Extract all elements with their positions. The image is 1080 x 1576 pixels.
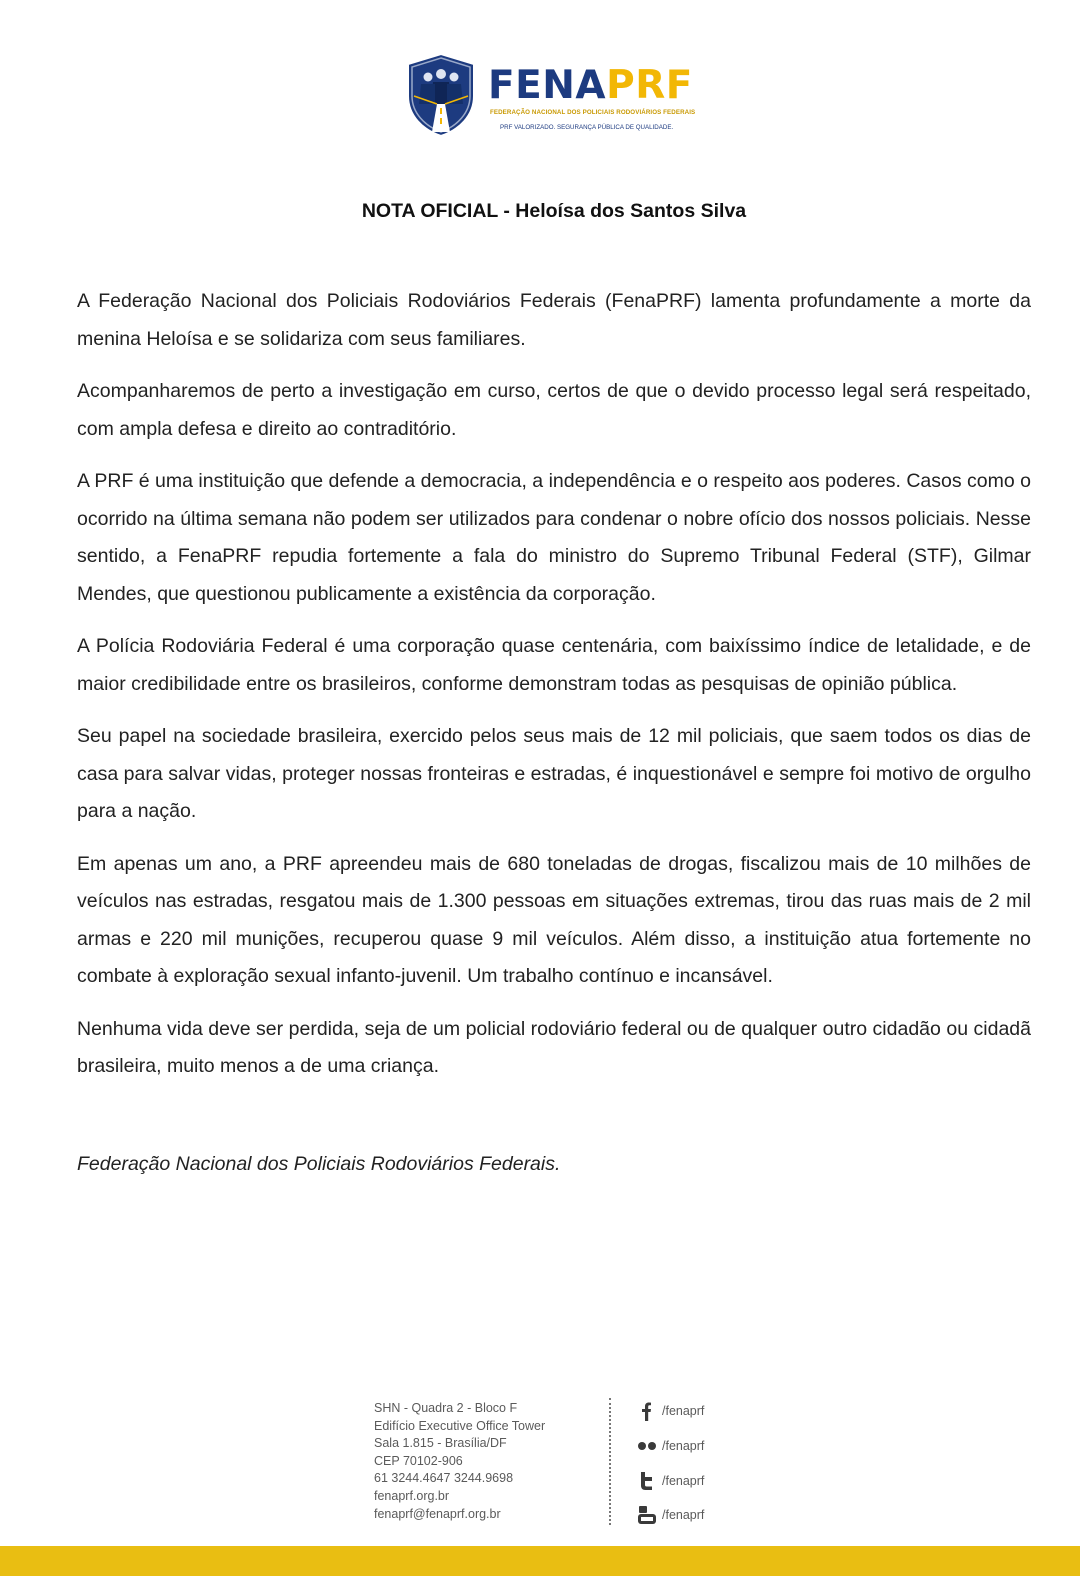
brand-name bbox=[488, 63, 693, 108]
social-label: /fenaprf bbox=[662, 1474, 705, 1488]
flickr-icon bbox=[636, 1435, 658, 1457]
brand-name-part1: FENA bbox=[488, 63, 607, 108]
paragraph: A Polícia Rodoviária Federal é uma corporação quase centenária, com baixíssimo índice de letalidade, e de maior credibilidade entre os brasileiros, conforme demonstram todas as pesquisas de opinião pública. bbox=[77, 635, 1031, 695]
twitter-icon bbox=[636, 1470, 658, 1492]
facebook-icon bbox=[636, 1400, 658, 1422]
social-twitter[interactable] bbox=[636, 1470, 756, 1492]
phone-numbers: 61 3244.4647 3244.9698 bbox=[374, 1471, 514, 1486]
paragraph: A Federação Nacional dos Policiais Rodoviários Federais (FenaPRF) lamenta profundamente a morte da menina Heloísa e se solidariza com seus familiares. bbox=[77, 290, 1031, 350]
signature: Federação Nacional dos Policiais Rodoviários Federais. bbox=[77, 1153, 561, 1175]
footer-divider bbox=[609, 1398, 611, 1525]
brand-slogan: PRF VALORIZADO. SEGURANÇA PÚBLICA DE QUALIDADE. bbox=[500, 124, 674, 131]
document-title: NOTA OFICIAL - Heloísa dos Santos Silva bbox=[361, 200, 747, 222]
footer-address bbox=[374, 1400, 545, 1523]
address-line: Sala 1.815 - Brasília/DF bbox=[374, 1436, 507, 1451]
social-flickr[interactable] bbox=[636, 1435, 756, 1457]
social-youtube[interactable] bbox=[636, 1504, 756, 1526]
shield-emblem-icon bbox=[404, 52, 478, 138]
paragraph: Em apenas um ano, a PRF apreendeu mais de 680 toneladas de drogas, fiscalizou mais de 10 milhões de veículos nas estradas, resgatou mais de 1.300 pessoas em situações extremas, tirou das ruas mais de 2 mil armas e 220 mil munições, recuperou quase 9 mil veículos. Além disso, a instituição atua fortemente no combate à exploração sexual infanto-juvenil. Um trabalho contínuo e incansável. bbox=[77, 852, 1031, 987]
address-line: SHN - Quadra 2 - Bloco F bbox=[374, 1401, 518, 1415]
brand-name-part2: PRF bbox=[606, 63, 693, 108]
social-facebook[interactable] bbox=[636, 1400, 756, 1422]
paragraph: Acompanharemos de perto a investigação em curso, certos de que o devido processo legal será respeitado, com ampla defesa e direito ao contraditório. bbox=[77, 380, 1031, 440]
brand-subtitle: FEDERAÇÃO NACIONAL DOS POLICIAIS RODOVIÁRIOS FEDERAIS bbox=[490, 109, 696, 116]
paragraph: Seu papel na sociedade brasileira, exercido pelos seus mais de 12 mil policiais, que saem todos os dias de casa para salvar vidas, proteger nossas fronteiras e estradas, é inquestionável e sempre foi motivo de orgulho para a nação. bbox=[77, 725, 1031, 822]
paragraph: A PRF é uma instituição que defende a democracia, a independência e o respeito aos poderes. Casos como o ocorrido na última semana não podem ser utilizados para condenar o nobre ofício dos nossos policiais. Nesse sentido, a FenaPRF repudia fortemente a fala do ministro do Supremo Tribunal Federal (STF), Gilmar Mendes, que questionou publicamente a existência da corporação. bbox=[77, 470, 1031, 605]
email-link[interactable]: fenaprf@fenaprf.org.br bbox=[374, 1506, 501, 1521]
address-line: Edifício Executive Office Tower bbox=[374, 1418, 546, 1433]
social-label: /fenaprf bbox=[662, 1508, 705, 1522]
website-link[interactable]: fenaprf.org.br bbox=[374, 1488, 450, 1503]
document-body bbox=[77, 283, 1031, 1101]
social-label: /fenaprf bbox=[662, 1404, 705, 1418]
footer-bottom-bar bbox=[0, 1546, 1080, 1576]
youtube-icon bbox=[636, 1504, 658, 1526]
address-line: CEP 70102-906 bbox=[374, 1453, 463, 1468]
fenaprf-logo bbox=[404, 52, 704, 142]
paragraph: Nenhuma vida deve ser perdida, seja de um policial rodoviário federal ou de qualquer outro cidadão ou cidadã brasileira, muito menos a de uma criança. bbox=[77, 1017, 1031, 1077]
social-label: /fenaprf bbox=[662, 1439, 705, 1453]
